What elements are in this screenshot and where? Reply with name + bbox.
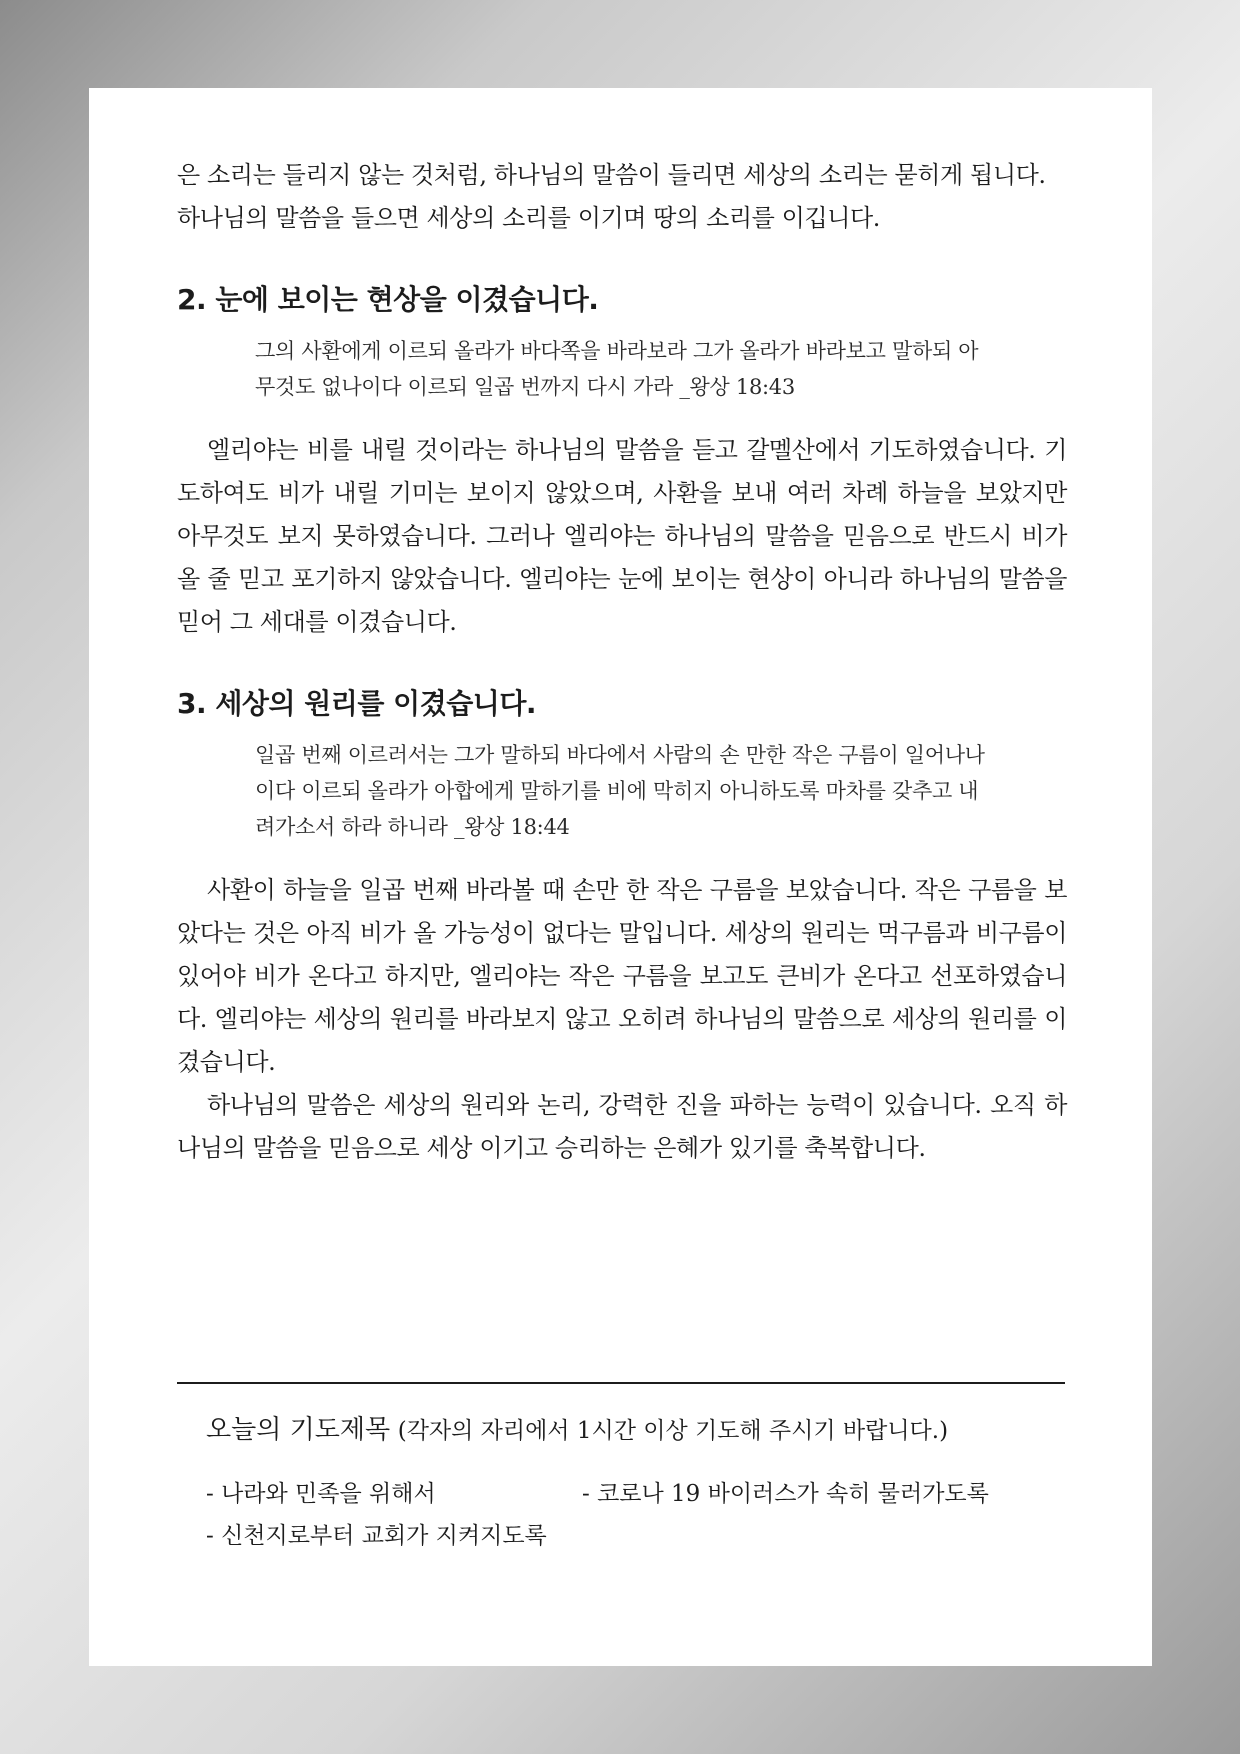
prayer-title: 오늘의 기도제목 <box>206 1415 391 1445</box>
section-3-body-1: 사환이 하늘을 일곱 번째 바라볼 때 손만 한 작은 구름을 보았습니다. 작은 구름을 보았다는 것은 아직 비가 올 가능성이 없다는 말입니다. 세상의 원리는 먹구름과 비구름이 있어야 비가 온다고 하지만, 엘리야는 작은 구름을 보고도 큰비가 온다고 선포하였습니다. 엘리야는 세상의 원리를 바라보지 않고 오히려 하나님의 말씀으로 세상의 원리를 이겼습니다. <box>177 876 1067 1076</box>
section-3-verse: 일곱 번째 이르러서는 그가 말하되 바다에서 사람의 손 만한 작은 구름이 일어나나이다 이르되 올라가 아합에게 말하기를 비에 막히지 아니하도록 마차를 갖추고 내려가소서 하라 하니라 _왕상 18:44 <box>255 743 985 839</box>
prayer-item: - 코로나 19 바이러스가 속히 물러가도록 <box>582 1481 989 1507</box>
section-3-heading: 3. 세상의 원리를 이겼습니다. <box>177 687 537 720</box>
section-2-heading: 2. 눈에 보이는 현상을 이겼습니다. <box>177 283 599 316</box>
intro-line-2: 하나님의 말씀을 들으면 세상의 소리를 이기며 땅의 소리를 이깁니다. <box>177 204 881 232</box>
section-2-body: 엘리야는 비를 내릴 것이라는 하나님의 말씀을 듣고 갈멜산에서 기도하였습니다. 기도하여도 비가 내릴 기미는 보이지 않았으며, 사환을 보내 여러 차례 하늘을 보았지만 아무것도 보지 못하였습니다. 그러나 엘리야는 하나님의 말씀을 믿음으로 반드시 비가 올 줄 믿고 포기하지 않았습니다. 엘리야는 눈에 보이는 현상이 아니라 하나님의 말씀을 믿어 그 세대를 이겼습니다. <box>177 436 1067 636</box>
section-2-verse: 그의 사환에게 이르되 올라가 바다쪽을 바라보라 그가 올라가 바라보고 말하되 아무것도 없나이다 이르되 일곱 번까지 다시 가라 _왕상 18:43 <box>255 339 979 399</box>
section-divider <box>177 1382 1065 1384</box>
intro-line-1: 은 소리는 들리지 않는 것처럼, 하나님의 말씀이 들리면 세상의 소리는 묻히게 됩니다. <box>177 161 1046 189</box>
sermon-body <box>177 88 1067 1170</box>
prayer-item: - 나라와 민족을 위해서 <box>206 1481 436 1507</box>
prayer-note: (각자의 자리에서 1시간 이상 기도해 주시기 바랍니다.) <box>397 1418 949 1444</box>
document-page <box>89 88 1152 1666</box>
prayer-item: - 신천지로부터 교회가 지켜지도록 <box>206 1523 547 1549</box>
section-3-body-2: 하나님의 말씀은 세상의 원리와 논리, 강력한 진을 파하는 능력이 있습니다. 오직 하나님의 말씀을 믿음으로 세상 이기고 승리하는 은혜가 있기를 축복합니다. <box>177 1091 1067 1162</box>
prayer-header <box>206 1410 1066 1451</box>
